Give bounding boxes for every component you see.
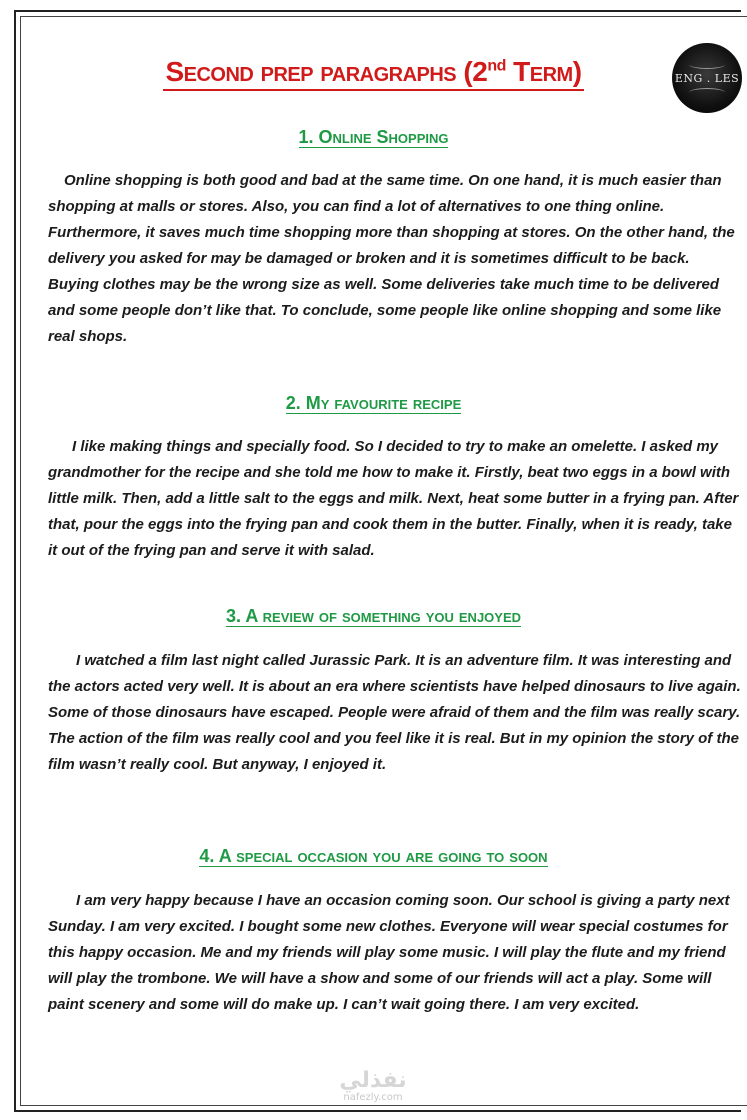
page-title: Second prep paragraphs (2nd Term) <box>0 56 747 88</box>
watermark-latin: nafezly.com <box>343 1092 403 1103</box>
logo-swirl-bottom <box>689 88 725 97</box>
section-body-online-shopping: Online shopping is both good and bad at the same time. On one hand, it is much easier than shopping at malls or stores. Also, you can find a lot of alternatives to one thing online. Furthermore, it saves much time shopping more than shopping at stores. On the other hand, the delivery you asked for may be damaged or broken and it is sometimes difficult to be back. Buying clothes may be the wrong size as well. Some deliveries take much time to be delivered and some people don’t like that. To conclude, some people like online shopping and some like real shops. <box>48 172 735 345</box>
section-body-favourite-recipe: I like making things and specially food. So I decided to try to make an omelette. I asked my grandmother for the recipe and she told me how to make it. Firstly, beat two eggs in a bowl with little milk. Then, add a little salt to the eggs and milk. Next, heat some butter in a frying pan. After that, pour the eggs into the frying pan and cook them in the butter. Finally, when it is ready, take it out of the frying pan and serve it with salad. <box>48 438 739 559</box>
watermark <box>328 1070 418 1104</box>
logo-text: ENG . LES <box>674 71 740 85</box>
section-body-special-occasion: I am very happy because I have an occasion coming soon. Our school is giving a party next Sunday. I am very excited. I bought some new clothes. Everyone will wear special costumes for this happy occasion. Me and my friends will play some music. I will play the flute and my friend will play the trombone. We will have a show and some of our friends will act a play. Some will paint scenery and some will do make up. I can’t wait going there. I am very excited. <box>48 892 730 1013</box>
section-heading-favourite-recipe: 2. My favourite recipe <box>285 393 462 413</box>
section-heading-review: 3. A review of something you enjoyed <box>225 606 522 626</box>
section-heading-special-occasion: 4. A special occasion you are going to soon <box>199 846 548 866</box>
watermark-arabic: نفذلي <box>339 1068 407 1093</box>
logo-swirl-top <box>689 60 725 69</box>
section-heading-online-shopping: 1. Online Shopping <box>298 127 449 147</box>
section-body-review: I watched a film last night called Jurassic Park. It is an adventure film. It was interesting and the actors acted very well. It is about an era where scientists have helped dinosaurs to live again. Some of those dinosaurs have escaped. People were afraid of them and the film was really scary. The action of the film was really cool and you feel like it is real. But in my opinion the story of the film wasn’t really cool. But anyway, I enjoyed it. <box>48 652 741 773</box>
title-superscript: nd <box>487 57 506 75</box>
logo <box>672 43 742 113</box>
